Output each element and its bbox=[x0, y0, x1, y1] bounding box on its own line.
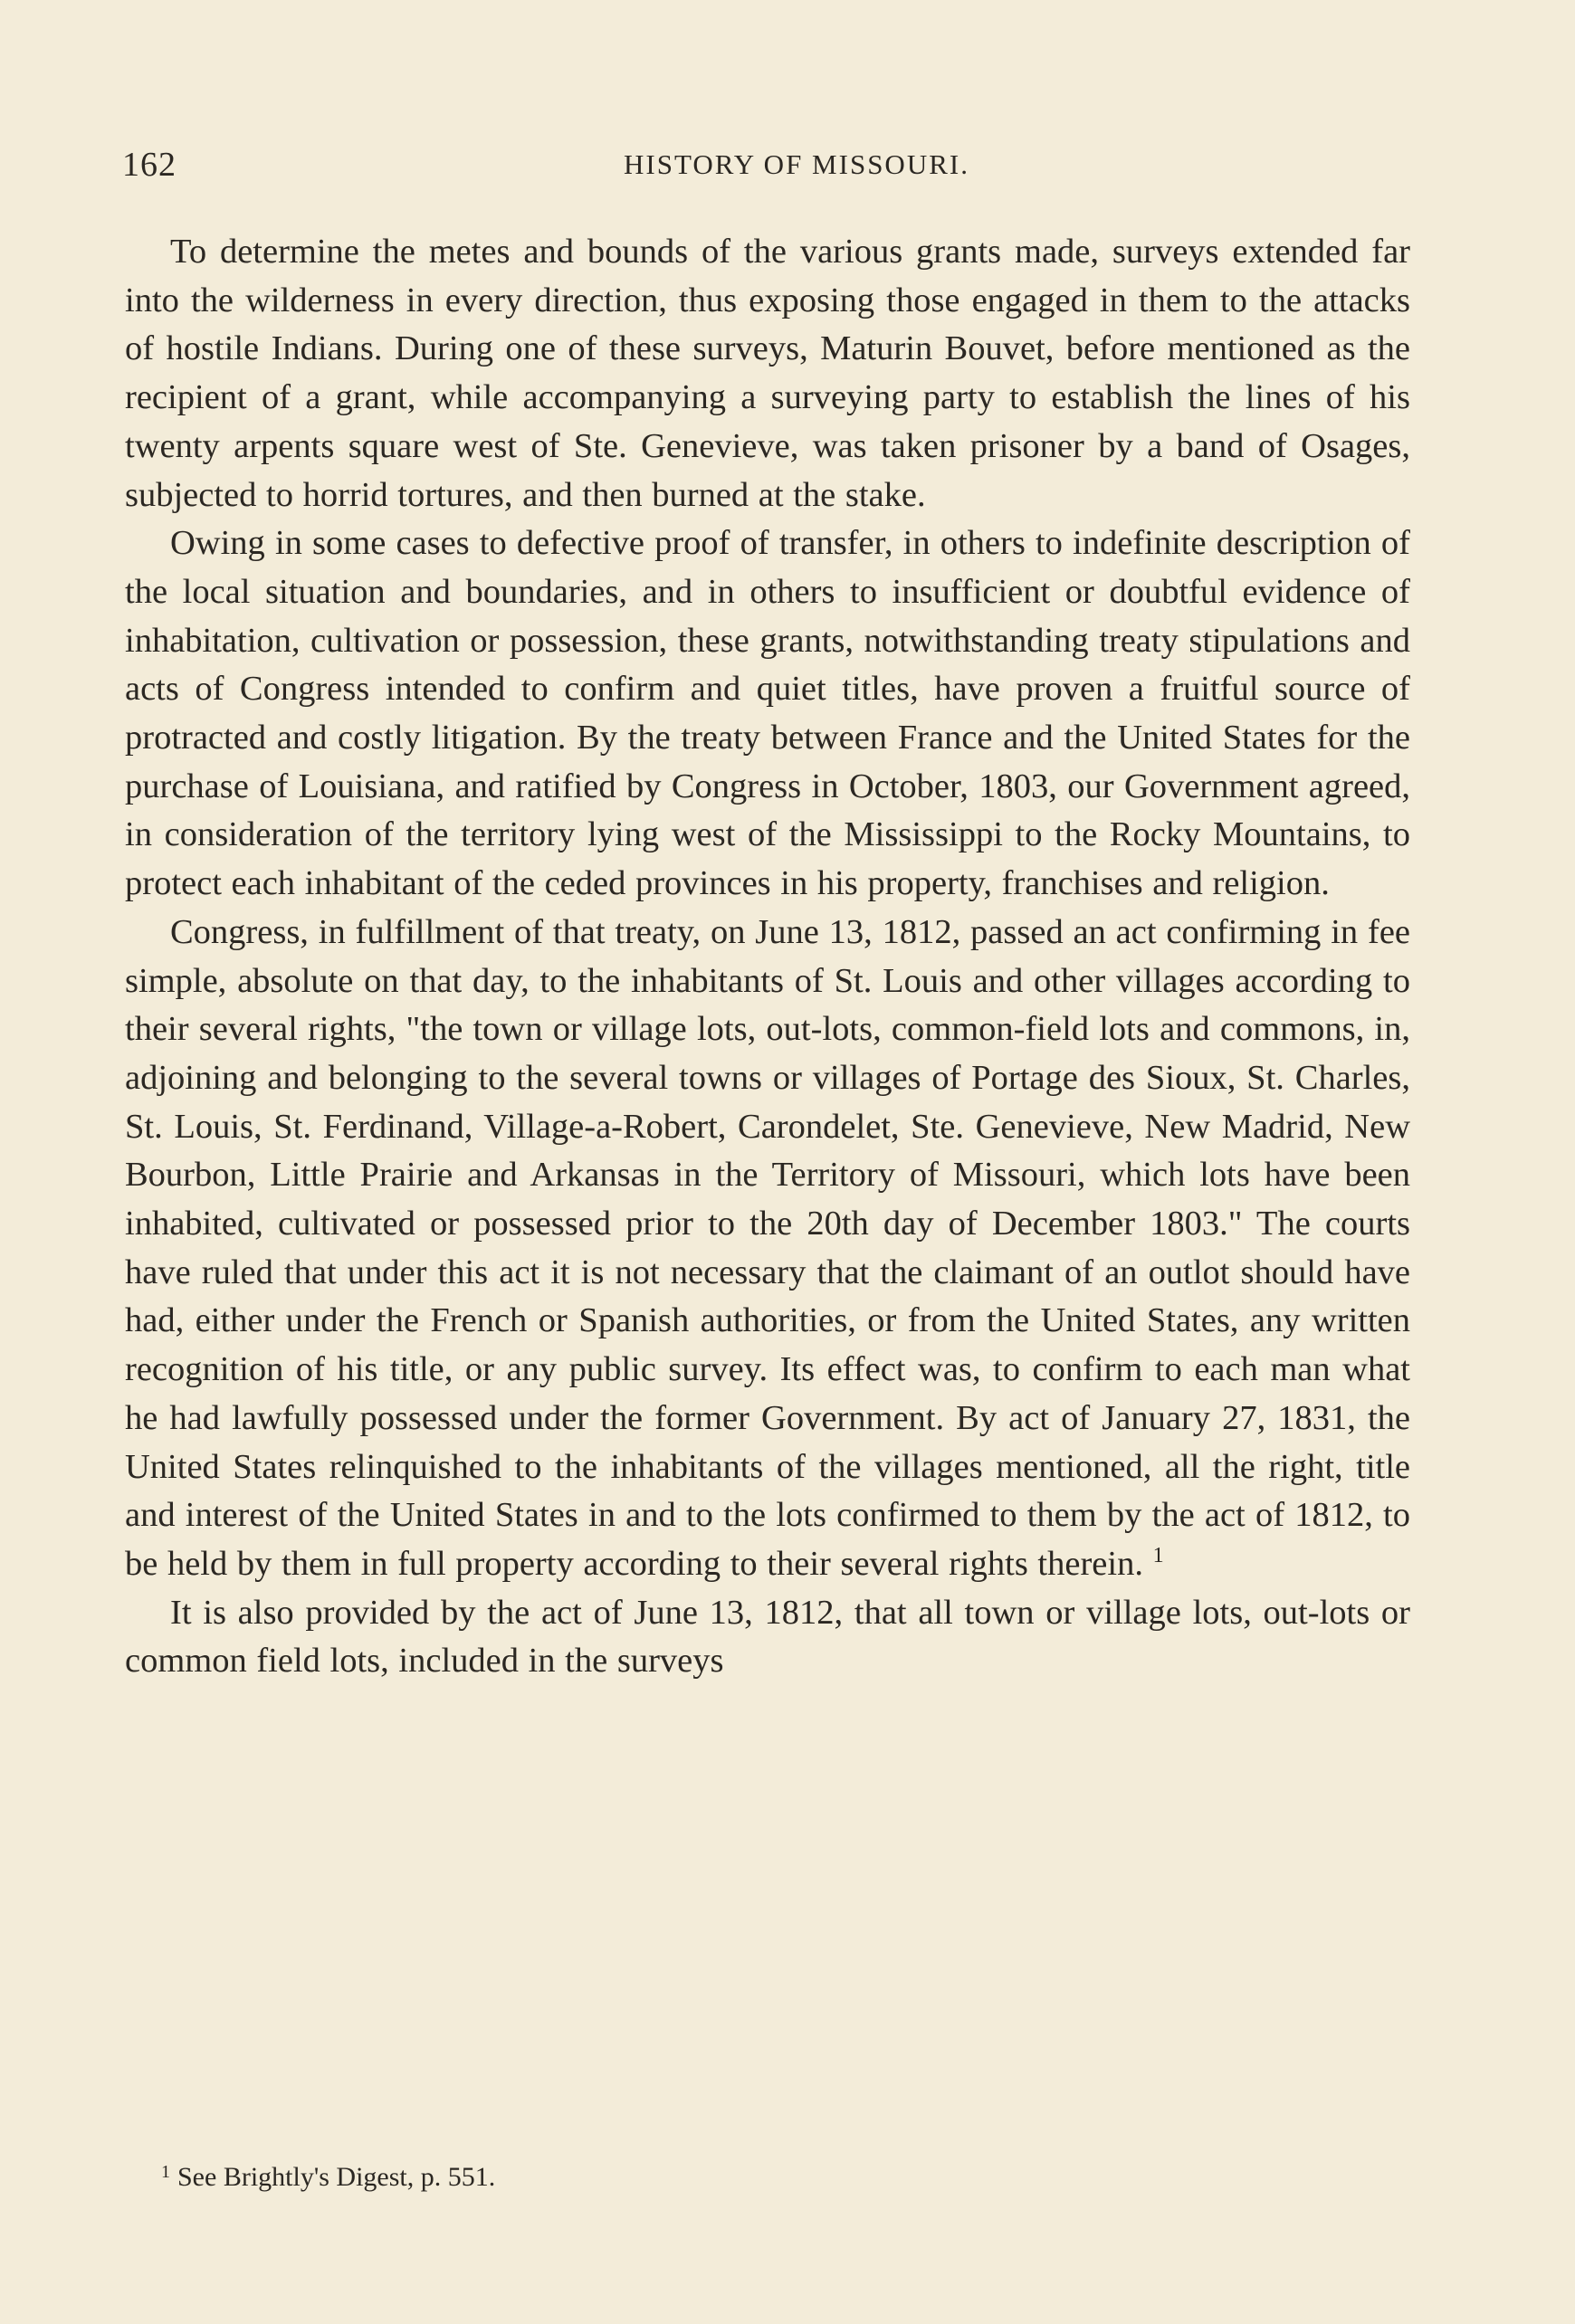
paragraph-2-text: Owing in some cases to defective proof of transfer, in others to indefinite description of the local situation and boundaries, and in others to insufficient or doubtful evidence of inhabitation, cultivation or possession, these grants, notwithstanding treaty stipulations and acts of Congress intended to confirm and quiet titles, have proven a fruitful source of protracted and costly litigation. By the treaty between France and the United States for the purchase of Louisiana, and ratified by Congress in October, 1803, our Government agreed, in consideration of the territory lying west of the Mississippi to the Rocky Mountains, to protect each inhabitant of the ceded provinces in his property, franchises and religion. bbox=[125, 524, 1410, 903]
paragraph-3-text: Congress, in fulfillment of that treaty, on June 13, 1812, passed an act confirming in fee simple, absolute on that day, to the inhabitants of St. Louis and other villages according to their several rights, "the town or village lots, out-lots, common-field lots and commons, in, adjoining and belonging to the several towns or villages of Portage des Sioux, St. Charles, St. Louis, St. Ferdinand, Village-a-Robert, Carondelet, Ste. Genevieve, New Madrid, New Bourbon, Little Prairie and Arkansas in the Territory of Missouri, which lots have been inhabited, cultivated or possessed prior to the 20th day of December 1803." The courts have ruled that under this act it is not necessary that the claimant of an outlot should have had, either under the French or Spanish authorities, or from the United States, any written recognition of his title, or any public survey. Its effect was, to confirm to each man what he had lawfully possessed under the former Government. By act of January 27, 1831, the United States relinquished to the inhabitants of the villages mentioned, all the right, title and interest of the United States in and to the lots confirmed to them by the act of 1812, to be held by them in full property according to their several rights therein. bbox=[125, 912, 1410, 1583]
paragraph-3 bbox=[125, 909, 1410, 1589]
paragraph-1-text: To determine the metes and bounds of the various grants made, surveys extended far into the wilderness in every direction, thus exposing those engaged in them to the attacks of hostile Indians. During one of these surveys, Maturin Bouvet, before mentioned as the recipient of a grant, while accompanying a surveying party to establish the lines of his twenty arpents square west of Ste. Genevieve, was taken prisoner by a band of Osages, subjected to horrid tortures, and then burned at the stake. bbox=[125, 233, 1410, 514]
paragraph-1 bbox=[125, 228, 1410, 519]
body-text bbox=[125, 228, 1410, 1686]
footnote-text: See Brightly's Digest, p. 551. bbox=[177, 2162, 496, 2192]
page-number: 162 bbox=[122, 146, 177, 184]
page-header bbox=[122, 145, 1408, 190]
paragraph-4 bbox=[125, 1589, 1410, 1686]
footnote-mark: 1 bbox=[161, 2162, 170, 2182]
footnote bbox=[161, 2154, 1392, 2195]
paragraph-4-text: It is also provided by the act of June 13, 1812, that all town or village lots, out-lots or common field lots, included in the surveys bbox=[125, 1593, 1410, 1681]
footnote-reference: 1 bbox=[1152, 1543, 1164, 1567]
running-head: HISTORY OF MISSOURI. bbox=[624, 148, 969, 180]
paragraph-2 bbox=[125, 519, 1410, 909]
